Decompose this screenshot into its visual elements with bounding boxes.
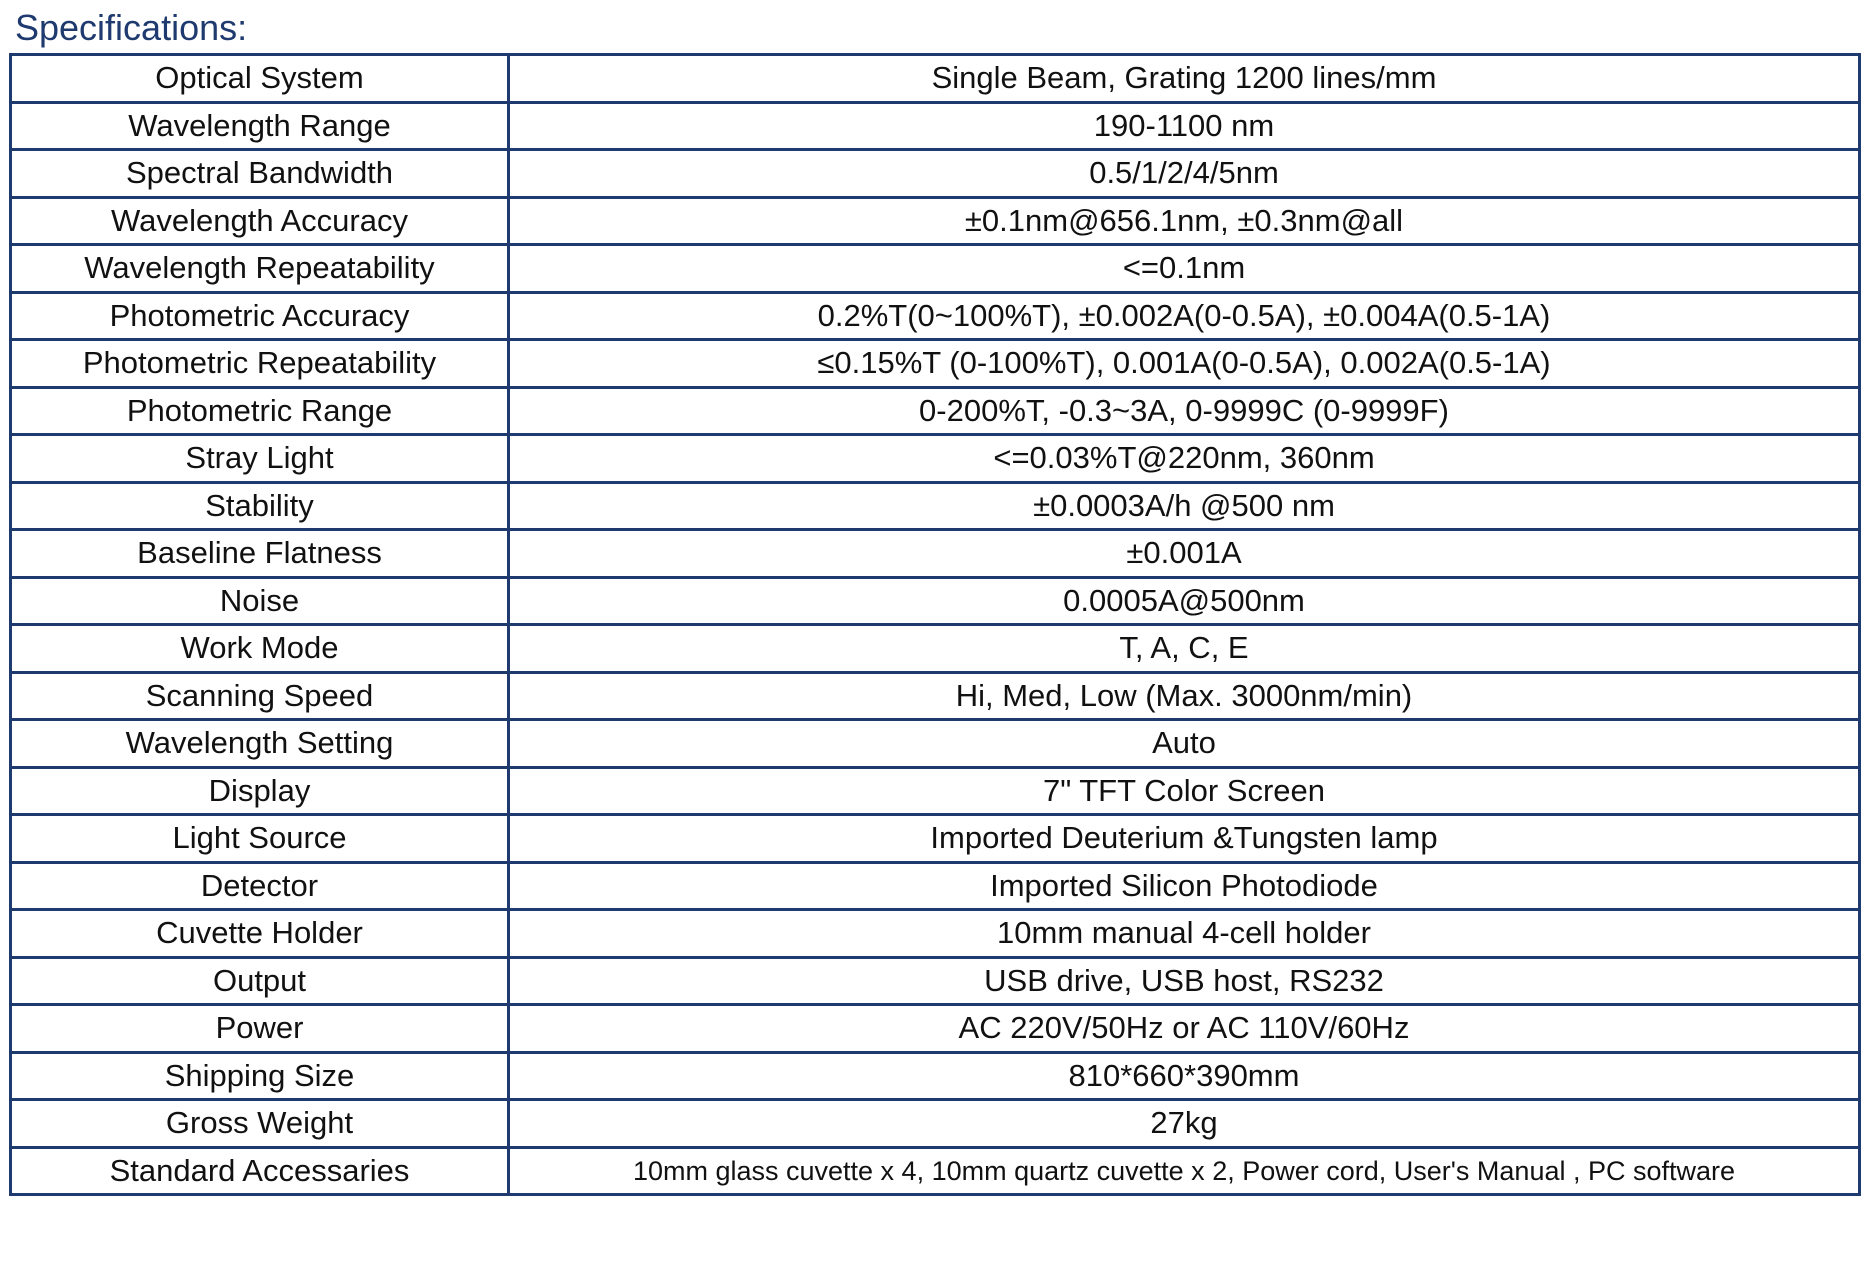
spec-label-cell: Scanning Speed: [11, 672, 509, 720]
spec-label-cell: Output: [11, 957, 509, 1005]
table-row: [11, 910, 1860, 958]
table-row: [11, 102, 1860, 150]
table-row: [11, 245, 1860, 293]
spec-label-cell: Gross Weight: [11, 1100, 509, 1148]
spec-value-cell: 10mm glass cuvette x 4, 10mm quartz cuvette x 2, Power cord, User's Manual , PC software: [509, 1147, 1860, 1195]
spec-label-cell: Display: [11, 767, 509, 815]
spec-label-cell: Detector: [11, 862, 509, 910]
spec-value-cell: <=0.1nm: [509, 245, 1860, 293]
spec-value-cell: ±0.001A: [509, 530, 1860, 578]
spec-value-cell: Imported Deuterium &Tungsten lamp: [509, 815, 1860, 863]
spec-label-cell: Power: [11, 1005, 509, 1053]
spec-label-cell: Cuvette Holder: [11, 910, 509, 958]
table-row: [11, 862, 1860, 910]
table-row: [11, 435, 1860, 483]
spec-label-cell: Wavelength Range: [11, 102, 509, 150]
spec-label-cell: Work Mode: [11, 625, 509, 673]
spec-value-cell: ≤0.15%T (0-100%T), 0.001A(0-0.5A), 0.002A(0.5-1A): [509, 340, 1860, 388]
page-title: Specifications:: [15, 7, 248, 48]
table-row: [11, 957, 1860, 1005]
table-row: [11, 340, 1860, 388]
spec-label-cell: Stray Light: [11, 435, 509, 483]
specifications-table: [9, 53, 1861, 1196]
spec-label-cell: Photometric Range: [11, 387, 509, 435]
spec-label-cell: Baseline Flatness: [11, 530, 509, 578]
table-row: [11, 1147, 1860, 1195]
table-row: [11, 815, 1860, 863]
table-row: [11, 150, 1860, 198]
spec-label-cell: Shipping Size: [11, 1052, 509, 1100]
table-row: [11, 530, 1860, 578]
spec-value-cell: 190-1100 nm: [509, 102, 1860, 150]
spec-value-cell: 0.2%T(0~100%T), ±0.002A(0-0.5A), ±0.004A(0.5-1A): [509, 292, 1860, 340]
spec-label-cell: Wavelength Setting: [11, 720, 509, 768]
spec-value-cell: 0-200%T, -0.3~3A, 0-9999C (0-9999F): [509, 387, 1860, 435]
spec-label-cell: Wavelength Repeatability: [11, 245, 509, 293]
spec-value-cell: T, A, C, E: [509, 625, 1860, 673]
table-row: [11, 767, 1860, 815]
spec-label-cell: Wavelength Accuracy: [11, 197, 509, 245]
spec-value-cell: USB drive, USB host, RS232: [509, 957, 1860, 1005]
table-row: [11, 625, 1860, 673]
spec-value-cell: 27kg: [509, 1100, 1860, 1148]
spec-label-cell: Light Source: [11, 815, 509, 863]
table-row: [11, 720, 1860, 768]
spec-value-cell: AC 220V/50Hz or AC 110V/60Hz: [509, 1005, 1860, 1053]
spec-label-cell: Photometric Accuracy: [11, 292, 509, 340]
spec-label-cell: Stability: [11, 482, 509, 530]
table-row: [11, 197, 1860, 245]
specifications-table-body: [11, 55, 1860, 1195]
spec-label-cell: Standard Accessaries: [11, 1147, 509, 1195]
spec-value-cell: 0.0005A@500nm: [509, 577, 1860, 625]
spec-value-cell: 0.5/1/2/4/5nm: [509, 150, 1860, 198]
spec-label-cell: Spectral Bandwidth: [11, 150, 509, 198]
table-row: [11, 387, 1860, 435]
table-row: [11, 672, 1860, 720]
spec-value-cell: Imported Silicon Photodiode: [509, 862, 1860, 910]
spec-value-cell: 7" TFT Color Screen: [509, 767, 1860, 815]
table-row: [11, 1052, 1860, 1100]
spec-value-cell: ±0.0003A/h @500 nm: [509, 482, 1860, 530]
spec-label-cell: Optical System: [11, 55, 509, 103]
table-row: [11, 482, 1860, 530]
spec-value-cell: Hi, Med, Low (Max. 3000nm/min): [509, 672, 1860, 720]
spec-value-cell: 10mm manual 4-cell holder: [509, 910, 1860, 958]
spec-value-cell: 810*660*390mm: [509, 1052, 1860, 1100]
spec-label-cell: Noise: [11, 577, 509, 625]
spec-value-cell: Single Beam, Grating 1200 lines/mm: [509, 55, 1860, 103]
table-row: [11, 1005, 1860, 1053]
table-row: [11, 292, 1860, 340]
spec-value-cell: Auto: [509, 720, 1860, 768]
spec-label-cell: Photometric Repeatability: [11, 340, 509, 388]
spec-value-cell: ±0.1nm@656.1nm, ±0.3nm@all: [509, 197, 1860, 245]
table-row: [11, 1100, 1860, 1148]
table-row: [11, 577, 1860, 625]
spec-value-cell: <=0.03%T@220nm, 360nm: [509, 435, 1860, 483]
table-row: [11, 55, 1860, 103]
